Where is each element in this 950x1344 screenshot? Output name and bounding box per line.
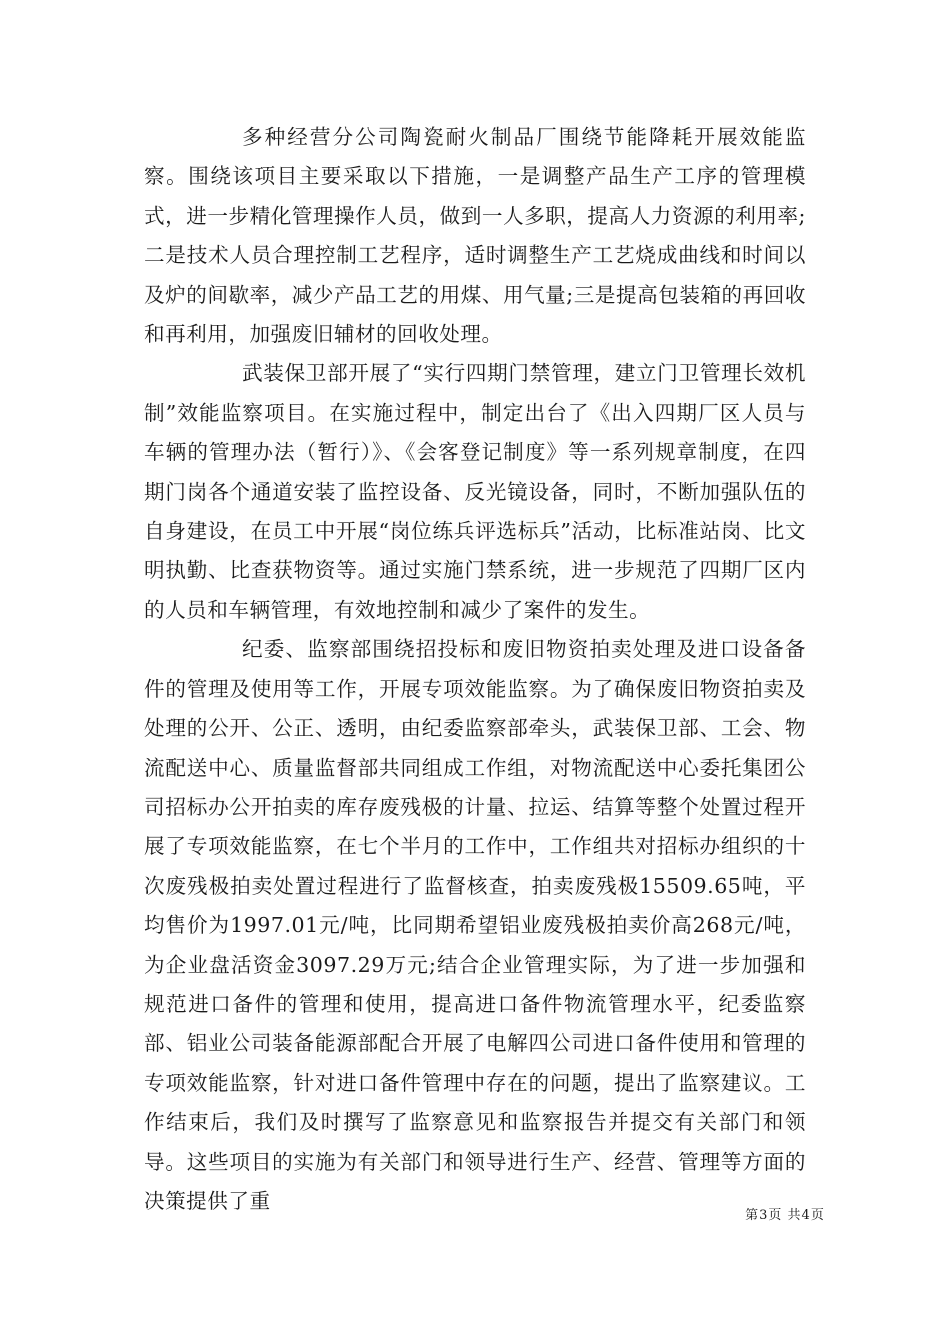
page-number: 第3页 共4页 <box>745 1208 825 1223</box>
document-body <box>144 118 806 1221</box>
paragraph-security-department: 武装保卫部开展了“实行四期门禁管理，建立门卫管理长效机制”效能监察项目。在实施过程中，制定出台了《出入四期厂区人员与车辆的管理办法（暂行）》、《会客登记制度》等一系列规章制度，在四期门岗各个通道安装了监控设备、反光镜设备，同时，不断加强队伍的自身建设，在员工中开展“岗位练兵评选标兵”活动，比标准站岗、比文明执勤、比查获物资等。通过实施门禁系统，进一步规范了四期厂区内的人员和车辆管理，有效地控制和减少了案件的发生。 <box>144 361 806 622</box>
paragraph-ceramics-plant: 多种经营分公司陶瓷耐火制品厂围绕节能降耗开展效能监察。围绕该项目主要采取以下措施，一是调整产品生产工序的管理模式，进一步精化管理操作人员，做到一人多职，提高人力资源的利用率;二是技术人员合理控制工艺程序，适时调整生产工艺烧成曲线和时间以及炉的间歇率，减少产品工艺的用煤、用气量;三是提高包装箱的再回收和再利用，加强废旧辅材的回收处理。 <box>144 125 806 347</box>
page-footer <box>0 1207 950 1225</box>
paragraph-discipline-committee: 纪委、监察部围绕招投标和废旧物资拍卖处理及进口设备备件的管理及使用等工作，开展专项效能监察。为了确保废旧物资拍卖及处理的公开、公正、透明，由纪委监察部牵头，武装保卫部、工会、物流配送中心、质量监督部共同组成工作组，对物流配送中心委托集团公司招标办公开拍卖的库存废残极的计量、拉运、结算等整个处置过程开展了专项效能监察，在七个半月的工作中，工作组共对招标办组织的十次废残极拍卖处置过程进行了监督核查，拍卖废残极15509.65吨，平均售价为1997.01元/吨，比同期希望铝业废残极拍卖价高268元/吨，为企业盘活资金3097.29万元;结合企业管理实际，为了进一步加强和规范进口备件的管理和使用，提高进口备件物流管理水平，纪委监察部、铝业公司装备能源部配合开展了电解四公司进口备件使用和管理的专项效能监察，针对进口备件管理中存在的问题，提出了监察建议。工作结束后，我们及时撰写了监察意见和监察报告并提交有关部门和领导。这些项目的实施为有关部门和领导进行生产、经营、管理等方面的决策提供了重 <box>144 637 806 1213</box>
